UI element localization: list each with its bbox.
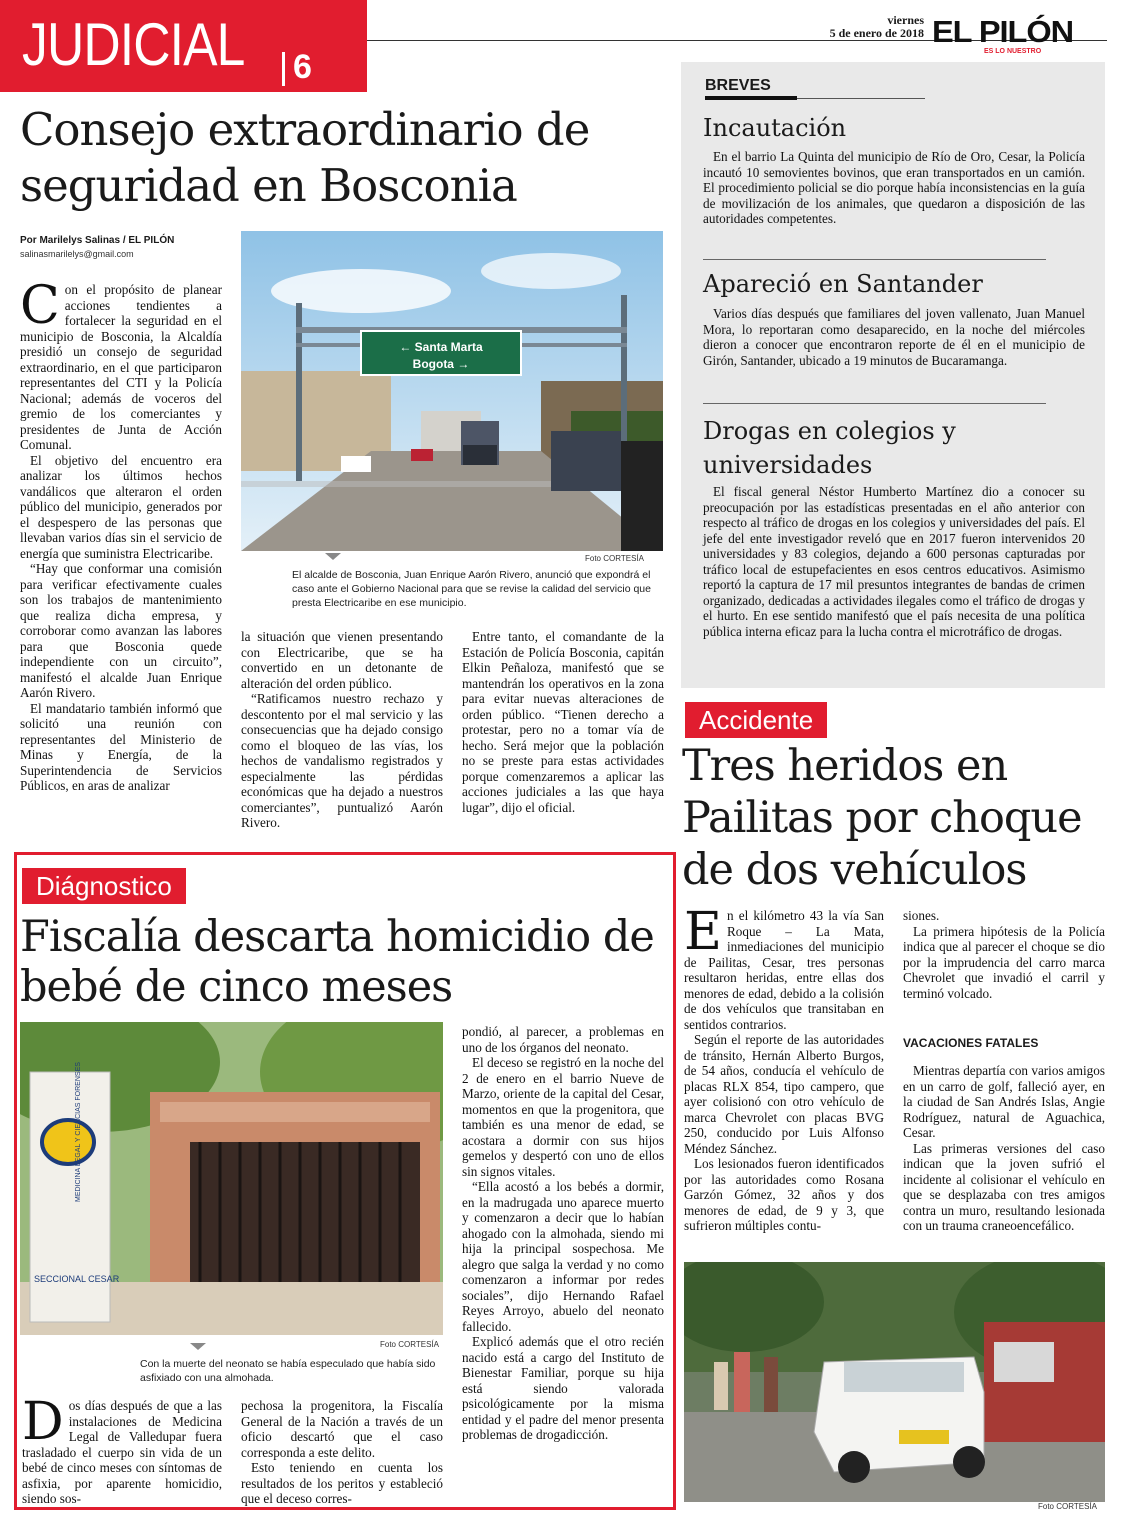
paragraph: Las primeras versiones del caso indican que la joven sufrió el incidente al colisionar el vehículo en que se desplazaba con tres amigos contra un muro, resultando lesionada con un trauma craneoencefálico. xyxy=(903,1140,1105,1233)
photo-credit: Foto CORTESÍA xyxy=(585,554,644,563)
photo-credit: Foto CORTESÍA xyxy=(1038,1502,1097,1511)
issue-full-date: 5 de enero de 2018 xyxy=(829,26,924,40)
briefs-label: BREVES xyxy=(705,77,771,94)
photo-sign-seccional: SECCIONAL CESAR xyxy=(34,1274,120,1284)
briefs-rule-accent xyxy=(705,96,797,100)
baby-col2 xyxy=(241,1398,443,1507)
medicina-legal-photo xyxy=(20,1022,443,1335)
accident-photo-art xyxy=(684,1262,1105,1502)
main-story-col1 xyxy=(20,276,222,794)
brief-title: Drogas en colegios y universidades xyxy=(703,417,956,479)
sign-text-bogota: Bogota → xyxy=(412,357,470,371)
accident-col2 xyxy=(903,908,1105,1001)
main-story-col3 xyxy=(462,629,664,815)
brief-text xyxy=(703,306,1085,368)
paragraph: la situación que vienen presentando con Electricaribe, que se ha convertido en un detonante de alteración del orden público. xyxy=(241,629,443,691)
brief-title: Apareció en Santander xyxy=(703,270,983,298)
accident-col2b xyxy=(903,1063,1105,1234)
author-email[interactable]: salinasmarilelys@gmail.com xyxy=(20,249,134,259)
paragraph: El objetivo del encuentro era analizar los últimos hechos vandálicos que alteraron el orden público del municipio, generados por el despespero de las personas que llevaban varios días sin el servicio de energía que suministra Electricaribe. xyxy=(20,452,222,561)
brief-divider xyxy=(703,259,1046,260)
photo-caption: El alcalde de Bosconia, Juan Enrique Aarón Rivero, anunció que expondrá el caso ante el Gobierno Nacional para que se revise la calidad del servicio que presta Electricaribe en ese municipio. xyxy=(292,569,651,609)
issue-day: viernes xyxy=(887,13,924,27)
photo-sign-medicina: MEDICINA LEGAL Y CIENCIAS FORENSES xyxy=(75,1062,82,1202)
brief-text xyxy=(703,484,1085,639)
issue-date xyxy=(830,14,924,40)
brief-text xyxy=(703,149,1085,227)
main-story-col2 xyxy=(241,629,443,831)
section-title: JUDICIAL xyxy=(22,11,245,78)
accident-photo xyxy=(684,1262,1105,1502)
byline: Por Marilelys Salinas / EL PILÓN xyxy=(20,235,175,246)
accident-col1 xyxy=(684,902,884,1234)
paragraph: pechosa la progenitora, la Fiscalía General de la Nación a través de un oficio descartó que el caso corresponda a este delito. xyxy=(241,1398,443,1460)
photo-caption: Con la muerte del neonato se había especulado que había sido asfixiado con una almohada. xyxy=(140,1358,436,1384)
paragraph: La primera hipótesis de la Policía indica que al parecer el choque se dio por la imprudencia del carro marca Chevrolet que invadió el carril y terminó volcado. xyxy=(903,923,1105,1001)
logo-text: EL PILÓN xyxy=(932,14,1074,49)
main-headline: Consejo extraordinario de seguridad en Bosconia xyxy=(20,103,590,212)
accident-tag: Accidente xyxy=(685,702,827,738)
paragraph: n el kilómetro 43 la vía San Roque – La Mata, inmediaciones del municipio de Pailitas, Cesar, tres personas resultaron heridas, entre ellas dos menores de edad, debido a la colisión de dos vehículos que transitaban en sentidos contrarios. xyxy=(684,908,884,1032)
diagnostico-tag: Diágnostico xyxy=(22,868,186,904)
medicina-legal-photo-art xyxy=(20,1022,443,1335)
brief-divider xyxy=(703,403,1046,404)
accident-headline: Tres heridos en Pailitas por choque de dos vehículos xyxy=(682,741,1082,895)
baby-headline: Fiscalía descarta homicidio de bebé de cinco meses xyxy=(20,912,654,1012)
paragraph: “Hay que conformar una comisión para verificar efectivamente cuales son los trabajos de mantenimiento que realiza dicha empresa, y corroborar como avanzan las labores para que Bosconia quede independiente con un circuito”, manifestó el alcalde Juan Enrique Aarón Rivero. xyxy=(20,561,222,700)
paragraph: Entre tanto, el comandante de la Estación de Policía Bosconia, capitán Elkin Peñaloza, manifestó que se mantendrán los operativos en la zona para evitar nuevas alteraciones de orden público. “Tienen derecho a protestar, pero no a tomar vía de hecho. Será mejor que la población no se preste para estas actividades porque comenzaremos a aplicar las acciones judiciales a las que haya lugar”, dijo el oficial. xyxy=(462,629,664,815)
bosconia-photo-art xyxy=(241,231,663,551)
paragraph: “Ratificamos nuestro rechazo y descontento por el mal servicio y las consecuencias que ha dejado consigo como el bloqueo de las vías, los hechos de vandalismo registrados y especialmente las pérdidas económicas que ha dejado a nuestros comerciantes”, puntualizó Aarón Rivero. xyxy=(241,691,443,830)
brief-title: Incautación xyxy=(703,114,847,142)
section-divider xyxy=(282,52,285,86)
photo-credit: Foto CORTESÍA xyxy=(380,1340,439,1349)
subhead-vacaciones: VACACIONES FATALES xyxy=(903,1036,1039,1050)
paragraph: Mientras departía con varios amigos en un carro de golf, falleció ayer, en la ciudad de San Andrés Islas, Angie Rodríguez, natural de Aguachica, Cesar. xyxy=(903,1063,1105,1140)
sign-text-santa-marta: ← Santa Marta xyxy=(399,340,483,354)
baby-col1 xyxy=(22,1392,222,1507)
paragraph: “Ella acostó a los bebés a dormir, en la madrugada uno aparece muerto y comenzaron a decir que lo habían ahogado con la almohada, siendo mi hija la principal sospechosa. Me alegro que salga la verdad y no como comenzaron a informar por redes sociales”, dijo Hernando Rafael Reyes Arroyo, abuelo del neonato fallecido. xyxy=(462,1179,664,1334)
paragraph: Los lesionados fueron identificados por las autoridades como Rosana Garzón Gómez, 32 años y dos menores de edad, de 9 y 3, que sufrieron múltiples contu- xyxy=(684,1156,884,1233)
paragraph: Según el reporte de las autoridades de tránsito, Hernán Alberto Burgos, de 54 años, conducía el vehículo de placas RLX 854, tipo campero, que ayer colisionó con otro vehículo de marca Chevrolet con placas BVG 250, conducido por Luis Alfonso Méndez Sánchez. xyxy=(684,1032,884,1156)
paragraph: Explicó además que el otro recién nacido está a cargo del Instituto de Bienestar Familiar, porque su hija está siendo valorada psicológicamente por la misma entidad y el padre del menor presenta problemas de drogadicción. xyxy=(462,1334,664,1442)
paragraph: on el propósito de planear acciones tendientes a fortalecer la seguridad en el municipio de Bosconia, la Alcaldía presidió un consejo de seguridad extraordinario, en el que participaron representantes del CTI y la Policía Nacional; además de voceros del gremio de los comerciantes y presidentes de Junta de Acción Comunal. xyxy=(20,282,222,452)
dropcap: E xyxy=(684,902,722,962)
paragraph: os días después de que a las instalaciones de Medicina Legal de Valledupar fuera trasladado el cuerpo sin vida de un bebé de cinco meses con síntomas de asfixia, por aparente homicidio, siendo sos- xyxy=(22,1398,222,1506)
bosconia-photo xyxy=(241,231,663,551)
paragraph: El fiscal general Néstor Humberto Martínez dio a conocer su preocupación por las estadísticas presentadas en el año anterior con respecto al tráfico de drogas en los colegios y universidades del país. El jefe del ente investigador reveló que en 2017 fueron intervenidos 20 universidades y 83 colegios, dejando a 600 personas capturadas por tráfico local de estupefacientes en esos centros educativos. Asimismo reportó la captura de 17 mil presuntos integrantes de bandas de crimen organizado, dedicadas a actividades ilegales como el tráfico de drogas y el hurto. En ese sentido manifestó que el país necesita de una política pública interna eficaz para la lucha contra el microtráfico de drogas. xyxy=(703,484,1085,639)
masthead-logo[interactable] xyxy=(932,14,1110,54)
logo-tagline: ES LO NUESTRO xyxy=(984,48,1042,55)
dropcap: D xyxy=(22,1392,64,1452)
paragraph: Esto teniendo en cuenta los resultados de los peritos y estableció que el deceso corres- xyxy=(241,1460,443,1506)
paragraph: siones. xyxy=(903,908,940,923)
page-number: 6 xyxy=(293,48,312,86)
paragraph: El mandatario también informó que solicitó una reunión con representantes del Ministerio de Minas y Energía, de la Superintendencia de Servicios Públicos, en aras de analizar xyxy=(20,700,222,793)
paragraph: pondió, al parecer, a problemas en uno de los órganos del neonato. xyxy=(462,1024,664,1055)
paragraph: Varios días después que familiares del joven vallenato, Juan Manuel Mora, lo reportaran como desaparecido, en la noche del miércoles dieron a conocer que encontraron reporte de él en el municipio de Girón, Santander, ubicado a 19 minutos de Bucaramanga. xyxy=(703,306,1085,368)
baby-col3 xyxy=(462,1024,664,1443)
caption-arrow-icon xyxy=(325,553,341,560)
caption-arrow-icon xyxy=(190,1343,206,1350)
section-tab xyxy=(0,0,367,92)
dropcap: C xyxy=(20,276,60,336)
paragraph: En el barrio La Quinta del municipio de Río de Oro, Cesar, la Policía incautó 10 semovientes bovinos, que eran transportados en un camión. El procedimiento policial se dio porque había inconsistencias en la guía de movilización de los animales, que quedaron a disposición de las autoridades competentes. xyxy=(703,149,1085,226)
paragraph: El deceso se registró en la noche del 2 de enero en el barrio Nueve de Marzo, oriente de la capital del Cesar, momentos en que la progenitora, que también es una menor de edad, se acostara a dormir con sus hijos gemelos y despertó con uno de ellos sin signos vitales. xyxy=(462,1055,664,1179)
